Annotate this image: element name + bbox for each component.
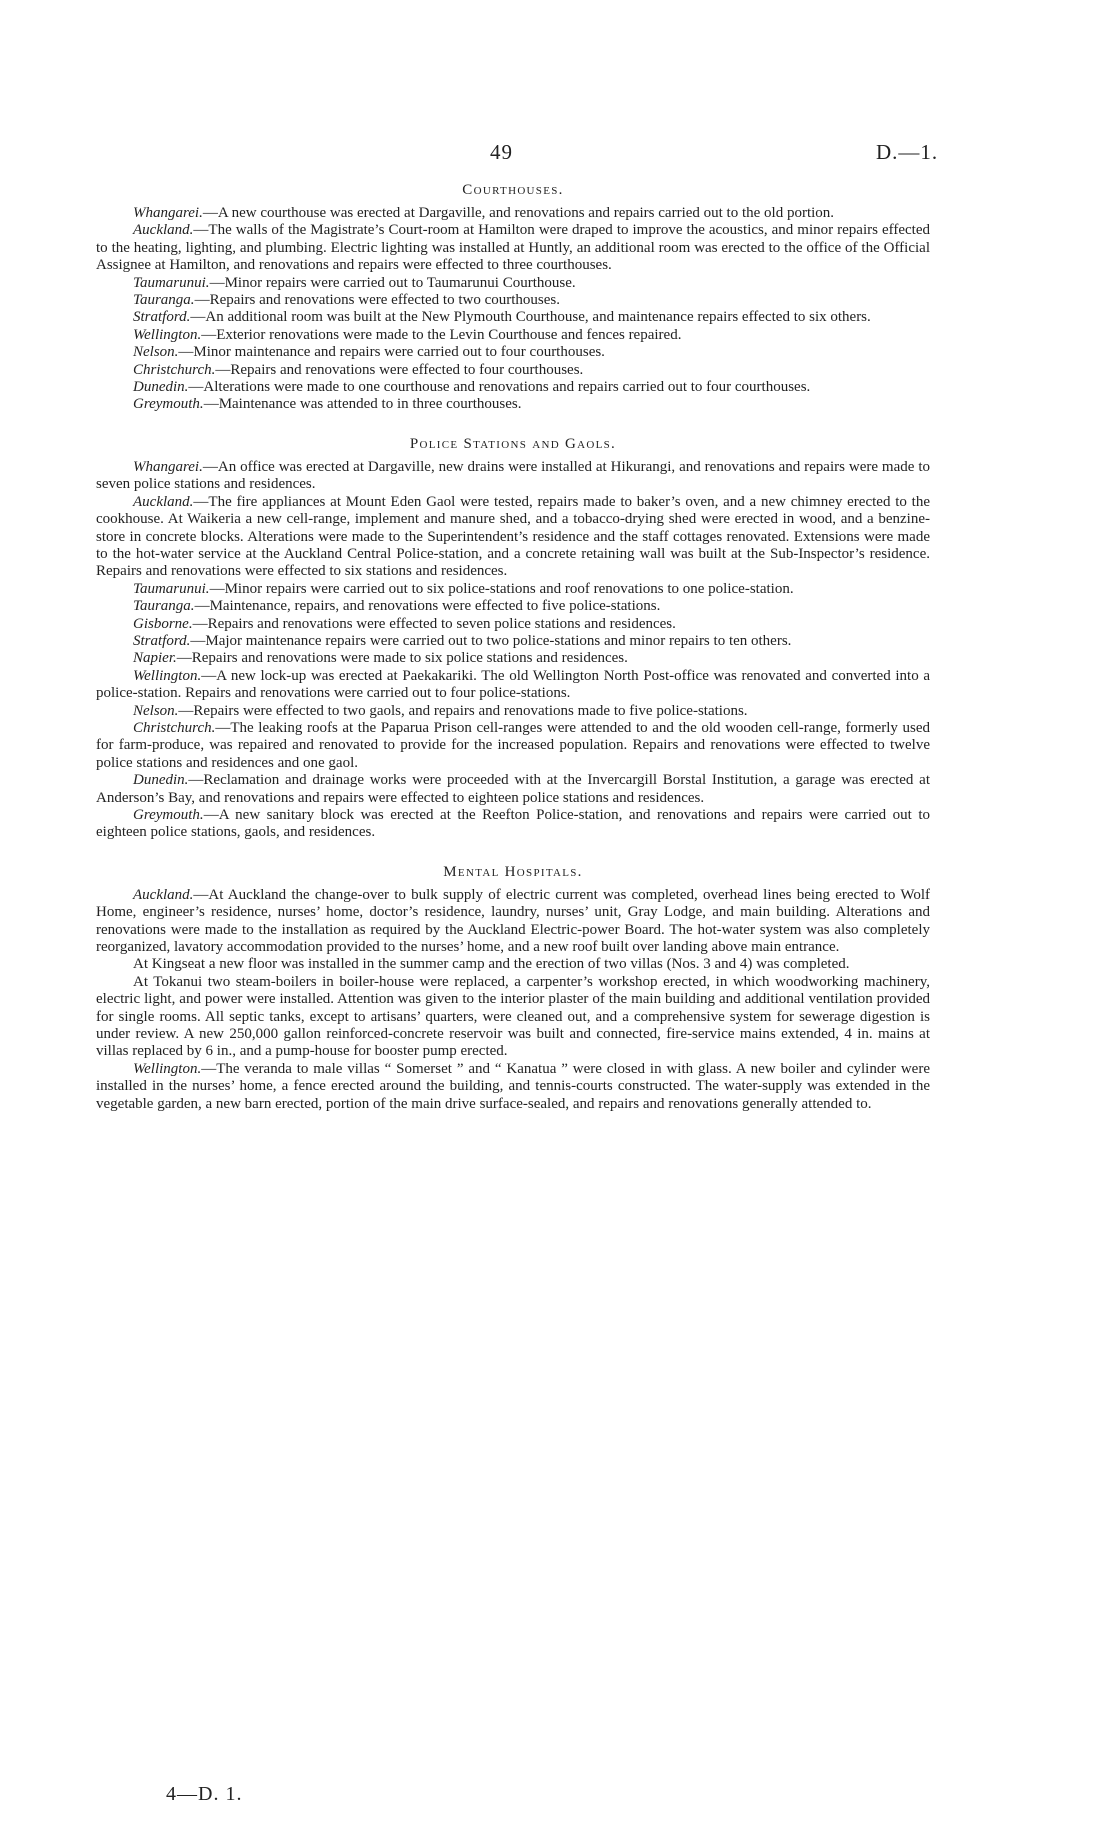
paragraph <box>96 581 930 598</box>
paragraph-text: —Alterations were made to one courthouse and renovations and repairs carried out to four courthouses. <box>188 379 811 396</box>
paragraph <box>96 379 930 396</box>
paragraph <box>96 650 930 667</box>
paragraph <box>96 327 930 344</box>
section-police-stations-and-gaols <box>96 436 930 842</box>
paragraph <box>96 807 930 842</box>
place-name: Nelson. <box>133 344 179 361</box>
place-name: Napier. <box>133 650 177 667</box>
place-name: Whangarei. <box>133 205 203 221</box>
section-title: Courthouses. <box>462 182 564 198</box>
paragraph-text: —An office was erected at Dargaville, new drains were installed at Hikurangi, and renovations and repairs were made to seven police stations and residences. <box>96 458 930 493</box>
place-name: Greymouth. <box>133 807 204 823</box>
paragraph-text: —The leaking roofs at the Paparua Prison cell-ranges were attended to and the old wooden cell-range, formerly used for farm-produce, was repaired and renovated to provide for the increased population. Repairs and renovations were effected to twelve police stations and residences and one gaol. <box>96 719 930 771</box>
page-signature: 4—D. 1. <box>166 1783 243 1805</box>
paragraph-text: —Reclamation and drainage works were proceeded with at the Invercargill Borstal Institution, a garage was erected at Anderson’s Bay, and renovations and repairs were effected to eighteen police stations and residences. <box>96 772 930 806</box>
paragraph-text: —The fire appliances at Mount Eden Gaol were tested, repairs made to baker’s oven, and a new chimney erected to the cookhouse. At Waikeria a new cell-range, implement and manure shed, and a tobacco-drying shed were erected in wood, and a benzine-store in concrete blocks. Alterations were made to the Superintendent’s residence and the staff cottages renovated. Extensions were made to the hot-water service at the Auckland Central Police-station, and a concrete retaining wall was built at the Sub-Inspector’s residence. Repairs and renovations were effected to six stations and residences. <box>96 493 930 580</box>
paragraph <box>96 668 930 703</box>
place-name: Auckland. <box>133 222 194 239</box>
paragraph <box>96 887 930 957</box>
paragraph-text: —At Auckland the change-over to bulk supply of electric current was completed, overhead lines being erected to Wolf Home, engineer’s residence, nurses’ home, doctor’s residence, laundry, nurses’ unit, Gray Lodge, and main building. Alterations and renovations were made to the installation as required by the Auckland Electric-power Board. The hot-water system was also completely reorganized, lavatory accommodation provided to the nurses’ home, and a new roof built over landing above main entrance. <box>96 886 930 956</box>
paragraph <box>96 222 930 274</box>
paragraph-text: —Minor repairs were carried out to Taumarunui Courthouse. <box>209 274 576 291</box>
paragraph <box>96 494 930 581</box>
place-name: Stratford. <box>133 309 191 326</box>
place-name: Auckland. <box>133 493 194 510</box>
paragraph-text: —Minor maintenance and repairs were carried out to four courthouses. <box>178 344 605 361</box>
paragraph-text: —Repairs were effected to two gaols, and repairs and renovations made to five police-stations. <box>178 702 748 719</box>
page-number: 49 <box>490 140 513 164</box>
place-name: Nelson. <box>133 702 179 719</box>
place-name: Wellington. <box>133 667 202 684</box>
place-name: Taumarunui. <box>133 274 210 291</box>
place-name: Christchurch. <box>133 719 216 736</box>
document-reference: D.—1. <box>876 140 939 164</box>
paragraph <box>96 459 930 494</box>
section-title: Police Stations and Gaols. <box>409 435 617 452</box>
paragraph <box>96 362 930 379</box>
paragraph-text: At Kingseat a new floor was installed in the summer camp and the erection of two villas (Nos. 3 and 4) was completed. <box>133 956 850 973</box>
paragraph <box>96 396 930 413</box>
paragraph-text: —A new courthouse was erected at Dargaville, and renovations and repairs carried out to the old portion. <box>202 205 835 221</box>
paragraph-text: —Exterior renovations were made to the Levin Courthouse and fences repaired. <box>201 326 682 343</box>
place-name: Wellington. <box>133 1060 202 1077</box>
paragraph-text: —A new sanitary block was erected at the Reefton Police-station, and renovations and repairs were carried out to eighteen police stations, gaols, and residences. <box>96 807 930 841</box>
paragraph <box>96 344 930 361</box>
place-name: Greymouth. <box>133 396 204 413</box>
place-name: Whangarei. <box>133 458 203 475</box>
place-name: Tauranga. <box>133 292 195 309</box>
paragraph-text: —Major maintenance repairs were carried out to two police-stations and minor repairs to ten others. <box>190 632 792 649</box>
paragraph <box>96 772 930 807</box>
place-name: Dunedin. <box>133 772 189 789</box>
paragraph-text: —The veranda to male villas “ Somerset ” and “ Kanatua ” were closed in with glass. A new boiler and cylinder were installed in the nurses’ home, a fence erected around the building, and tennis-courts constructed. The water-supply was extended in the vegetable garden, a new barn erected, portion of the main drive surface-sealed, and repairs and renovations generally attended to. <box>96 1060 930 1112</box>
place-name: Tauranga. <box>133 598 195 615</box>
paragraph-text: —Repairs and renovations were effected to seven police stations and residences. <box>192 615 676 632</box>
paragraph <box>96 703 930 720</box>
paragraph-text: —The walls of the Magistrate’s Court-room at Hamilton were draped to improve the acoustics, and minor repairs effected to the heating, lighting, and plumbing. Electric lighting was installed at Huntly, an additional room was erected to the office of the Official Assignee at Hamilton, and renovations and repairs were effected to three courthouses. <box>96 222 930 274</box>
document-body <box>96 182 930 1113</box>
paragraph-text: —An additional room was built at the New Plymouth Courthouse, and maintenance repairs effected to six others. <box>190 309 871 326</box>
place-name: Stratford. <box>133 632 191 649</box>
section-title: Mental Hospitals. <box>443 863 583 880</box>
paragraph-text: —Minor repairs were carried out to six police-stations and roof renovations to one police-station. <box>209 580 794 597</box>
place-name: Gisborne. <box>133 615 193 632</box>
place-name: Taumarunui. <box>133 580 210 597</box>
paragraph <box>96 616 930 633</box>
place-name: Auckland. <box>133 886 194 903</box>
paragraph-text: —Maintenance, repairs, and renovations were effected to five police-stations. <box>194 598 661 615</box>
section-mental-hospitals <box>96 864 930 1113</box>
paragraph <box>96 205 930 222</box>
paragraph <box>96 292 930 309</box>
paragraph <box>96 1061 930 1113</box>
paragraph-text: —Repairs and renovations were made to six police stations and residences. <box>176 650 628 667</box>
paragraph <box>96 275 930 292</box>
place-name: Dunedin. <box>133 379 189 396</box>
place-name: Wellington. <box>133 326 202 343</box>
place-name: Christchurch. <box>133 361 216 378</box>
paragraph <box>96 598 930 615</box>
paragraph <box>96 974 930 1061</box>
section-courthouses <box>96 182 930 414</box>
paragraph <box>96 309 930 326</box>
paragraph <box>96 720 930 772</box>
paragraph <box>96 956 930 973</box>
paragraph-text: —Repairs and renovations were effected to two courthouses. <box>194 292 561 309</box>
paragraph <box>96 633 930 650</box>
paragraph-text: —Repairs and renovations were effected to four courthouses. <box>215 361 584 378</box>
paragraph-text: At Tokanui two steam-boilers in boiler-house were replaced, a carpenter’s workshop erected, in which woodworking machinery, electric light, and power were installed. Attention was given to the interior plaster of the main building and additional ventilation provided for single rooms. All septic tanks, except to artisans’ quarters, were cleaned out, and a comprehensive system for sewerage digestion is under review. A new 250,000 gallon reinforced-concrete reservoir was built and connected, fire-service mains extended, 4 in. mains at villas replaced by 6 in., and a pump-house for booster pump erected. <box>96 973 930 1060</box>
paragraph-text: —A new lock-up was erected at Paekakariki. The old Wellington North Post-office was renovated and converted into a police-station. Repairs and renovations were carried out to four police-stations. <box>96 667 930 702</box>
paragraph-text: —Maintenance was attended to in three courthouses. <box>203 396 522 413</box>
